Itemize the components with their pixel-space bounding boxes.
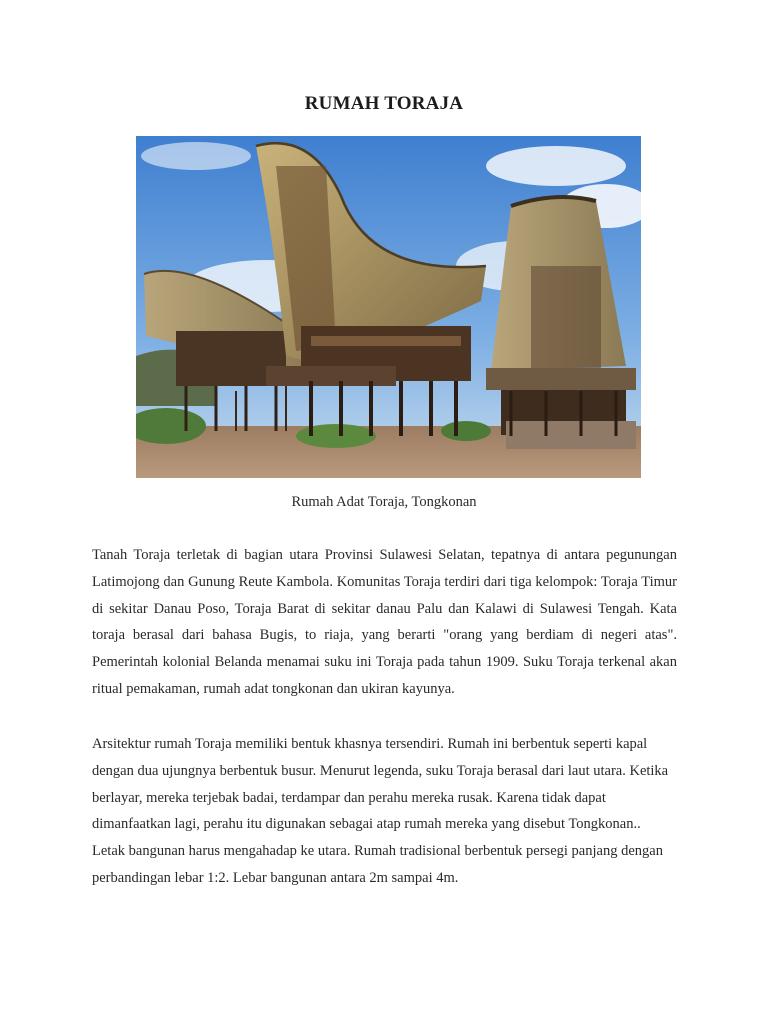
- figure-caption: Rumah Adat Toraja, Tongkonan: [291, 494, 477, 510]
- page-title: RUMAH TORAJA: [304, 93, 464, 114]
- tongkonan-photo: [136, 136, 641, 478]
- paragraph-2: Arsitektur rumah Toraja memiliki bentuk khasnya tersendiri. Rumah ini berbentuk seperti kapal dengan dua ujungnya berbentuk busur. Menurut legenda, suku Toraja berasal dari laut utara. Ketika berlayar, mereka terjebak badai, terdampar dan perahu mereka rusak. Karena tidak dapat dimanfaatkan lagi, perahu itu digunakan sebagai atap rumah mereka yang disebut Tongkonan.. Letak bangunan harus mengahadap ke utara. Rumah tradisional berbentuk persegi panjang dengan perbandingan lebar 1:2. Lebar bangunan antara 2m sampai 4m.: [92, 736, 669, 886]
- paragraph-1: Tanah Toraja terletak di bagian utara Provinsi Sulawesi Selatan, tepatnya di antara pegunungan Latimojong dan Gunung Reute Kambola. Komunitas Toraja terdiri dari tiga kelompok: Toraja Timur di sekitar Danau Poso, Toraja Barat di sekitar danau Palu dan Kalawi di Sulawesi Tengah. Kata toraja berasal dari bahasa Bugis, to riaja, yang berarti "orang yang berdiam di negeri atas". Pemerintah kolonial Belanda menamai suku ini Toraja pada tahun 1909. Suku Toraja terkenal akan ritual pemakaman, rumah adat tongkonan dan ukiran kayunya.: [92, 547, 677, 697]
